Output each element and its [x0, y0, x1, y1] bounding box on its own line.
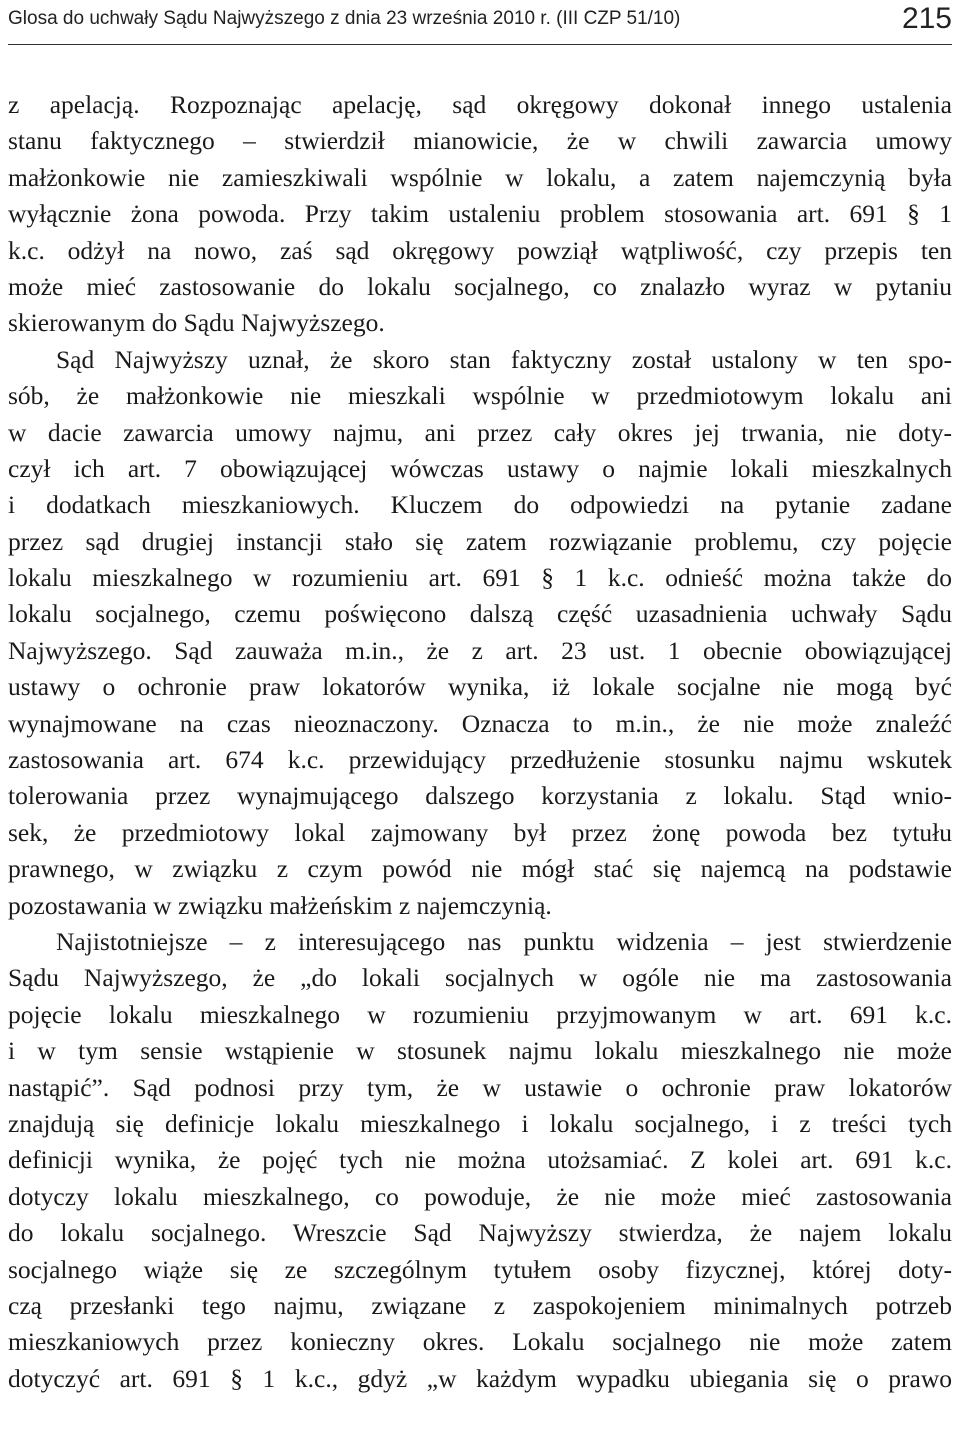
- text-line: ustawy o ochronie praw lokatorów wynika, iż lokale socjalne nie mogą być: [8, 672, 952, 702]
- text-line: sób, że małżonkowie nie mieszkali wspólnie w przedmiotowym lokalu ani: [8, 381, 952, 411]
- text-line: pojęcie lokalu mieszkalnego w rozumieniu przyjmowanym w art. 691 k.c.: [8, 999, 952, 1029]
- text-line: stanu faktycznego – stwierdził mianowicie, że w chwili zawarcia umowy: [8, 126, 952, 156]
- text-line: zastosowania art. 674 k.c. przewidujący przedłużenie stosunku najmu wskutek: [8, 745, 952, 775]
- text-line: socjalnego wiąże się ze szczególnym tytułem osoby fizycznej, której doty-: [8, 1254, 952, 1284]
- text-line: dotyczy lokalu mieszkalnego, co powoduje, że nie może mieć zastosowania: [8, 1181, 952, 1211]
- text-line: i w tym sensie wstąpienie w stosunek najmu lokalu mieszkalnego nie może: [8, 1036, 952, 1066]
- text-line: z apelacją. Rozpoznając apelację, sąd okręgowy dokonał innego ustalenia: [8, 90, 952, 119]
- text-line: k.c. odżył na nowo, zaś sąd okręgowy powziął wątpliwość, czy przepis ten: [8, 235, 952, 265]
- running-header: [8, 0, 952, 45]
- text-line: mieszkaniowych przez konieczny okres. Lokalu socjalnego nie może zatem: [8, 1327, 952, 1357]
- text-line: małżonkowie nie zamieszkiwali wspólnie w lokalu, a zatem najemczynią była: [8, 162, 952, 192]
- paragraph: [8, 87, 952, 342]
- document-body: [8, 87, 952, 1397]
- text-line: Najistotniejsze – z interesującego nas punktu widzenia – jest stwierdzenie: [56, 926, 952, 956]
- text-line: sek, że przedmiotowy lokal zajmowany był przez żonę powoda bez tytułu: [8, 817, 952, 847]
- text-line: pozostawania w związku małżeńskim z najemczynią.: [8, 890, 552, 920]
- paragraph: [8, 924, 952, 1397]
- text-line: lokalu socjalnego, czemu poświęcono dalszą część uzasadnienia uchwały Sądu: [8, 599, 952, 629]
- text-line: definicji wynika, że pojęć tych nie można utożsamiać. Z kolei art. 691 k.c.: [8, 1145, 952, 1175]
- text-line: może mieć zastosowanie do lokalu socjalnego, co znalazło wyraz w pytaniu: [8, 271, 952, 301]
- text-line: znajdują się definicje lokalu mieszkalnego i lokalu socjalnego, i z treści tych: [8, 1108, 952, 1138]
- header-title: Glosa do uchwały Sądu Najwyższego z dnia 23 września 2010 r. (III CZP 51/10): [8, 8, 681, 29]
- text-line: w dacie zawarcia umowy najmu, ani przez cały okres jej trwania, nie doty-: [8, 417, 952, 447]
- text-line: nastąpić”. Sąd podnosi przy tym, że w ustawie o ochronie praw lokatorów: [8, 1072, 952, 1102]
- text-line: skierowanym do Sądu Najwyższego.: [8, 308, 385, 338]
- text-line: dotyczyć art. 691 § 1 k.c., gdyż „w każdym wypadku ubiegania się o prawo: [8, 1363, 952, 1393]
- text-line: czą przesłanki tego najmu, związane z zaspokojeniem minimalnych potrzeb: [8, 1290, 952, 1320]
- page-number: 215: [901, 2, 952, 35]
- text-line: wynajmowane na czas nieoznaczony. Oznacza to m.in., że nie może znaleźć: [8, 708, 952, 738]
- text-line: Sądu Najwyższego, że „do lokali socjalnych w ogóle nie ma zastosowania: [8, 963, 952, 993]
- text-line: Najwyższego. Sąd zauważa m.in., że z art. 23 ust. 1 obecnie obowiązującej: [8, 635, 952, 665]
- text-line: prawnego, w związku z czym powód nie mógł stać się najemcą na podstawie: [8, 854, 952, 884]
- text-line: do lokalu socjalnego. Wreszcie Sąd Najwyższy stwierdza, że najem lokalu: [8, 1218, 952, 1248]
- text-line: lokalu mieszkalnego w rozumieniu art. 691 § 1 k.c. odnieść można także do: [8, 563, 952, 593]
- text-line: przez sąd drugiej instancji stało się zatem rozwiązanie problemu, czy pojęcie: [8, 526, 952, 556]
- text-line: Sąd Najwyższy uznał, że skoro stan faktyczny został ustalony w ten spo-: [56, 344, 952, 374]
- text-line: wyłącznie żona powoda. Przy takim ustaleniu problem stosowania art. 691 § 1: [8, 199, 952, 229]
- text-line: i dodatkach mieszkaniowych. Kluczem do odpowiedzi na pytanie zadane: [8, 490, 952, 520]
- text-line: czył ich art. 7 obowiązującej wówczas ustawy o najmie lokali mieszkalnych: [8, 453, 952, 483]
- paragraph: [8, 342, 952, 924]
- text-line: tolerowania przez wynajmującego dalszego korzystania z lokalu. Stąd wnio-: [8, 781, 952, 811]
